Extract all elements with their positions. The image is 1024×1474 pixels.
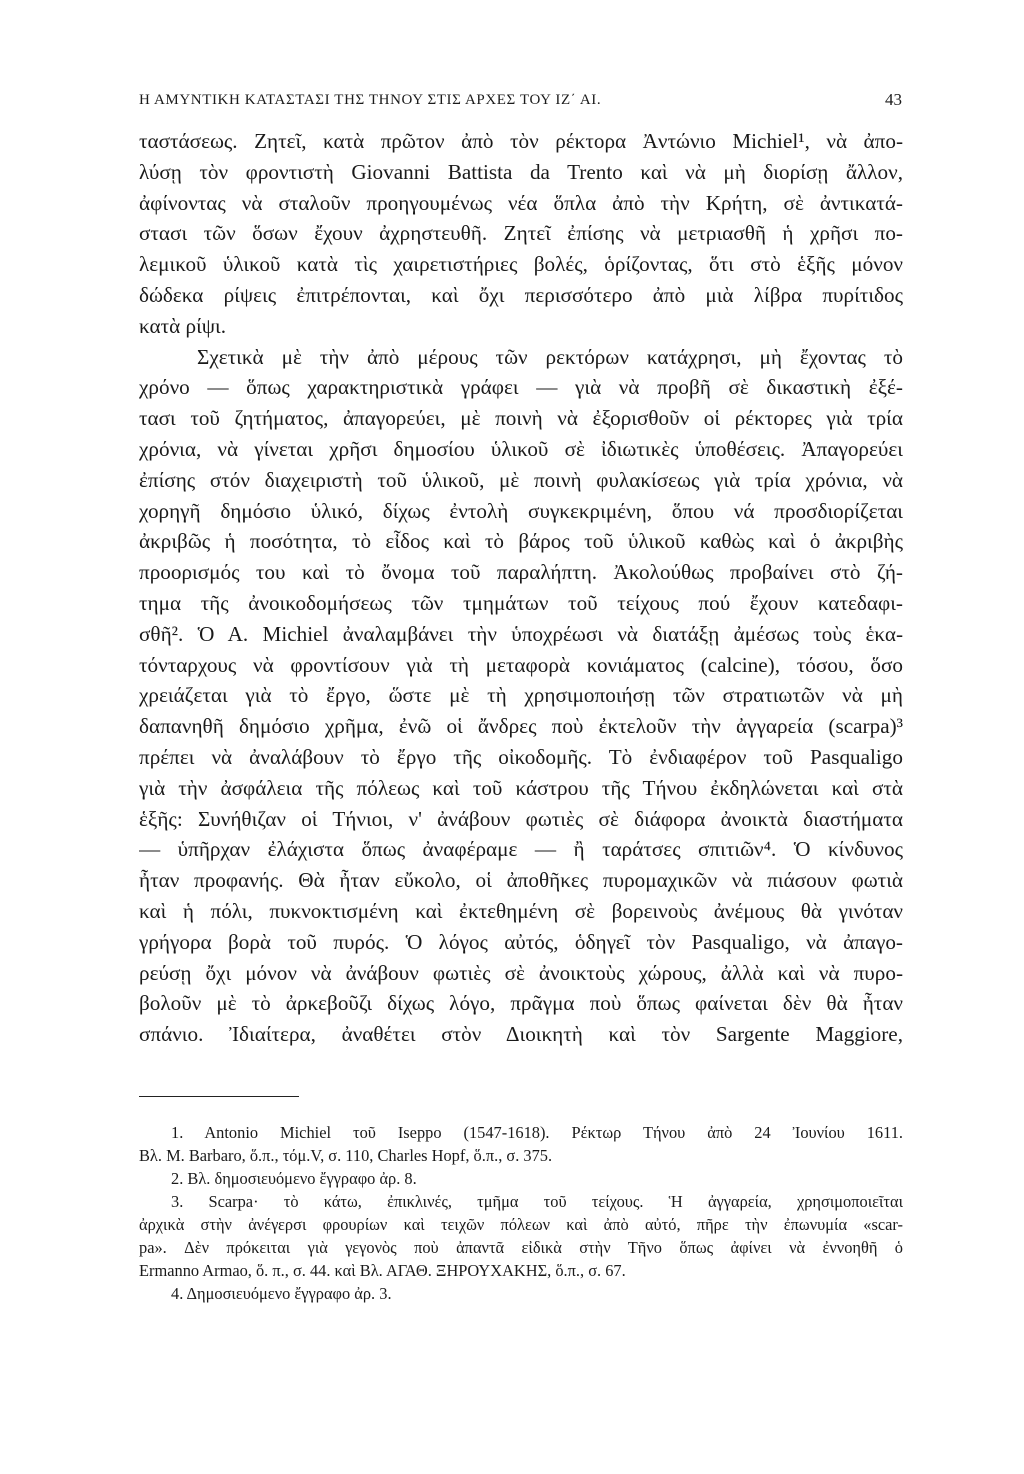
body-line: προορισμός του καὶ τὸ ὄνομα τοῦ παραλήπτη. Ἀκολούθως προβαίνει στὸ ζή-: [139, 560, 903, 585]
body-line: τασι τοῦ ζητήματος, ἀπαγορεύει, μὲ ποινὴ νὰ ἐξορισθοῦν οἱ ρέκτορες γιὰ τρία: [139, 406, 903, 431]
body-line: ἐπίσης στόν διαχειριστὴ τοῦ ὑλικοῦ, μὲ ποινὴ φυλακίσεως γιὰ τρία χρόνια, νὰ: [139, 467, 903, 492]
body-line: στασι τῶν ὅσων ἔχουν ἀχρηστευθῆ. Ζητεῖ ἐπίσης νὰ μετριασθῆ ἡ χρῆσι πο-: [139, 221, 903, 246]
footnote-line: ἀρχικὰ στὴν ἀνέγερσι φρουρίων καὶ τειχῶν πόλεων καὶ ἀπὸ αὐτό, πῆρε τὴν ἐπωνυμία «scar-: [139, 1215, 903, 1234]
footnote-line: 3. Scarpa· τὸ κάτω, ἐπικλινές, τμῆμα τοῦ τείχους. Ἡ ἀγγαρεία, χρησιμοποιεῖται: [171, 1192, 903, 1211]
body-line: πρέπει νὰ ἀναλάβουν τὸ ἔργο τῆς οἰκοδομῆς. Τὸ ἐνδιαφέρον τοῦ Pasqualigo: [139, 744, 903, 769]
body-line: σπάνιο. Ἰδιαίτερα, ἀναθέτει στὸν Διοικητὴ καὶ τὸν Sargente Maggiore,: [139, 1022, 903, 1047]
body-line: χρόνο — ὅπως χαρακτηριστικὰ γράφει — γιὰ νὰ προβῆ σὲ δικαστικὴ ἐξέ-: [139, 375, 903, 400]
body-line: δαπανηθῆ δημόσιο χρῆμα, ἐνῶ οἱ ἄνδρες ποὺ ἐκτελοῦν τὴν ἀγγαρεία (scarpa)³: [139, 714, 903, 739]
body-line: χρόνια, νὰ γίνεται χρῆσι δημοσίου ὑλικοῦ σὲ ἰδιωτικὲς ὑποθέσεις. Ἀπαγορεύει: [139, 436, 903, 461]
body-line: γιὰ τὴν ἀσφάλεια τῆς πόλεως καὶ τοῦ κάστρου τῆς Τήνου ἐκδηλώνεται καὶ στὰ: [139, 775, 903, 800]
body-line: γρήγορα βορὰ τοῦ πυρός. Ὁ λόγος αὐτός, ὁδηγεῖ τὸν Pasqualigo, νὰ ἀπαγο-: [139, 929, 903, 954]
page-number: 43: [885, 90, 902, 109]
body-text: [139, 126, 903, 1050]
body-line: δώδεκα ρίψεις ἐπιτρέπονται, καὶ ὄχι περισσότερο ἀπὸ μιὰ λίβρα πυρίτιδος: [139, 282, 903, 307]
body-line: λύσῃ τὸν φροντιστὴ Giovanni Battista da Trento καὶ νὰ μὴ διορίσῃ ἄλλον,: [139, 159, 903, 184]
footnote-line: Βλ. Μ. Barbaro, ὅ.π., τόμ.V, σ. 110, Charles Hopf, ὅ.π., σ. 375.: [139, 1146, 553, 1165]
body-line: ἦταν προφανής. Θὰ ἦταν εὔκολο, οἱ ἀποθῆκες πυρομαχικῶν νὰ πιάσουν φωτιὰ: [139, 868, 903, 893]
body-line: βολοῦν μὲ τὸ ἀρκεβοῦζι δίχως λόγο, πρᾶγμα ποὺ ὅπως φαίνεται δὲν θὰ ἦταν: [139, 991, 903, 1016]
body-line: ρεύσῃ ὄχι μόνον νὰ ἀνάβουν φωτιὲς σὲ ἀνοικτοὺς χώρους, ἀλλὰ καὶ νὰ πυρο-: [139, 960, 903, 985]
body-line: ταστάσεως. Ζητεῖ, κατὰ πρῶτον ἀπὸ τὸν ρέκτορα Ἀντώνιο Michiel¹, νὰ ἀπο-: [139, 129, 903, 153]
body-line: κατὰ ρίψι.: [139, 313, 227, 338]
footnote-divider: [139, 1096, 299, 1097]
body-line: σθῆ². Ὁ Α. Michiel ἀναλαμβάνει τὴν ὑποχρέωσι νὰ διατάξῃ ἀμέσως τοὺς ἑκα-: [139, 621, 903, 646]
body-line: — ὑπῆρχαν ἐλάχιστα ὅπως ἀναφέραμε — ἢ ταράτσες σπιτιῶν⁴. Ὁ κίνδυνος: [139, 837, 903, 862]
running-header: Η ΑΜΥΝΤΙΚΗ ΚΑΤΑΣΤΑΣΙ ΤΗΣ ΤΗΝΟΥ ΣΤΙΣ ΑΡΧΕΣ ΤΟΥ ΙΖ΄ ΑΙ.: [139, 92, 602, 108]
body-line: τημα τῆς ἀνοικοδομήσεως τῶν τμημάτων τοῦ τείχους πού ἔχουν κατεδαφι-: [139, 590, 903, 615]
body-line: Σχετικὰ μὲ τὴν ἀπὸ μέρους τῶν ρεκτόρων κατάχρησι, μὴ ἔχοντας τὸ: [197, 344, 903, 369]
footnotes: [139, 1121, 903, 1305]
body-line: τόνταρχους νὰ φροντίσουν γιὰ τὴ μεταφορὰ κονιάματος (calcine), τόσου, ὅσο: [139, 652, 903, 677]
footnote-line: 4. Δημοσιευόμενο ἔγγραφο ἀρ. 3.: [171, 1284, 392, 1303]
footnote-line: Ermanno Armao, ὅ. π., σ. 44. καὶ Βλ. ΑΓΑΘ. ΞΗΡΟΥΧΑΚΗΣ, ὅ.π., σ. 67.: [139, 1261, 626, 1280]
footnote-line: pa». Δὲν πρόκειται γιὰ γεγονὸς ποὺ ἀπαντᾶ εἰδικὰ στὴν Τῆνο ὅπως ἀφίνει νὰ ἐννοηθῆ ὁ: [139, 1238, 903, 1257]
body-line: χορηγῆ δημόσιο ὑλικό, δίχως ἐντολὴ συγκεκριμένη, ὅπου νά προσδιορίζεται: [139, 498, 903, 523]
body-line: χρειάζεται γιὰ τὸ ἔργο, ὥστε μὲ τὴ χρησιμοποιήσῃ τῶν στρατιωτῶν νὰ μὴ: [139, 683, 903, 708]
body-line: καὶ ἡ πόλι, πυκνοκτισμένη καὶ ἐκτεθημένη σὲ βορεινοὺς ἀνέμους θὰ γινόταν: [139, 898, 903, 923]
body-line: ἀκριβῶς ἡ ποσότητα, τὸ εἶδος καὶ τὸ βάρος τοῦ ὑλικοῦ καθὼς καὶ ὁ ἀκριβὴς: [139, 529, 903, 554]
body-line: λεμικοῦ ὑλικοῦ κατὰ τὶς χαιρετιστήριες βολές, ὁρίζοντας, ὅτι στὸ ἑξῆς μόνον: [139, 252, 903, 277]
body-line: ἑξῆς: Συνήθιζαν οἱ Τήνιοι, ν' ἀνάβουν φωτιὲς σὲ διάφορα ἀνοικτὰ διαστήματα: [139, 806, 903, 831]
body-line: ἀφίνοντας νὰ σταλοῦν προηγουμένως νέα ὅπλα ἀπὸ τὴν Κρήτη, σὲ ἀντικατά-: [139, 190, 903, 215]
footnote-line: 2. Βλ. δημοσιευόμενο ἔγγραφο ἀρ. 8.: [171, 1169, 417, 1188]
footnote-line: 1. Antonio Michiel τοῦ Iseppo (1547-1618). Ρέκτωρ Τήνου ἀπὸ 24 Ἰουνίου 1611.: [171, 1123, 903, 1142]
